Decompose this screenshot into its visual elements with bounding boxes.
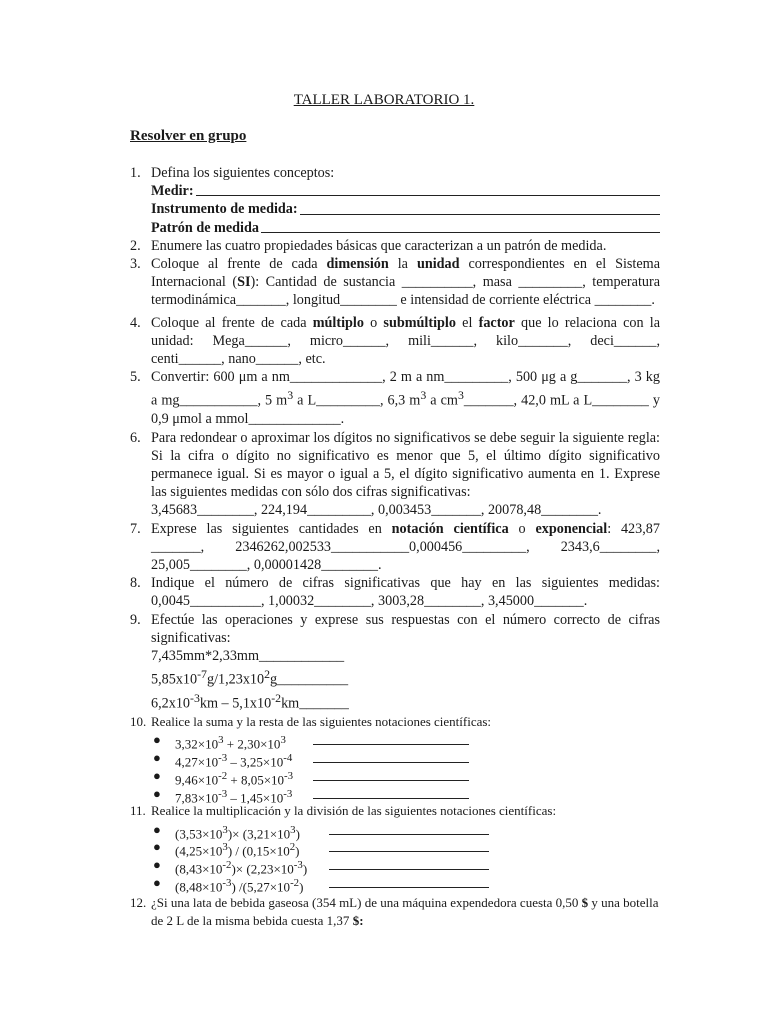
text-run: Exprese las siguientes cantidades en (151, 520, 392, 537)
question-5 (130, 368, 660, 428)
superscript: 2 (264, 667, 271, 682)
text-run: ) (295, 826, 300, 842)
question-number: 4. (130, 314, 141, 331)
superscript: 3 (280, 734, 286, 747)
text-run: o (508, 520, 536, 537)
question-text (151, 368, 660, 428)
bold-term: notación científica (391, 520, 509, 537)
superscript: 2 (289, 841, 296, 854)
page-title: TALLER LABORATORIO 1. (293, 92, 475, 108)
sci-item (151, 874, 660, 895)
bullet-icon: ● (153, 732, 161, 748)
bold-term: SI (237, 274, 251, 291)
superscript: -3 (283, 787, 293, 800)
text-run: ¿Si una lata de bebida gaseosa (354 mL) de una máquina expendedora cuesta 0,50 (151, 894, 582, 910)
text-run: la (388, 256, 417, 273)
bullet-icon: ● (153, 785, 161, 801)
text-run: (8,48×10 (175, 879, 223, 895)
text-run: 9,46×10 (175, 772, 219, 788)
question-text (151, 894, 660, 930)
bullet-icon: ● (153, 821, 161, 837)
operations (151, 647, 660, 713)
bold-term: $ (581, 894, 589, 910)
text-run: Coloque al frente de cada (151, 256, 327, 273)
text-run: ) /(5,27×10 (231, 879, 291, 895)
text-run: 5,85x10 (151, 671, 198, 688)
bullet-icon: ● (153, 767, 161, 783)
question-7 (130, 520, 660, 575)
question-10 (130, 713, 660, 806)
subtitle: Resolver en grupo (130, 128, 247, 144)
question-text: Enumere las cuatro propiedades básicas que caracterizan a un patrón de medida. (151, 237, 607, 254)
sci-item (151, 749, 660, 770)
question-12 (130, 894, 660, 930)
bold-term: múltiplo (312, 314, 364, 331)
answer-line[interactable] (329, 887, 489, 888)
text-run: g__________ (270, 671, 349, 688)
superscript: -3 (218, 787, 228, 800)
text-run: ): Cantidad de sustancia __________, masa _________, temperatura termodinámica_______, longitud________ e intensidad de corriente eléctrica ________. (151, 274, 660, 309)
bullet-icon: ● (153, 875, 161, 891)
term-colon: : (188, 183, 194, 200)
text-run: – 3,25×10 (227, 754, 284, 770)
answer-line[interactable] (329, 834, 489, 835)
term: Instrumento de medida (151, 201, 293, 218)
text-run: (8,43×10 (175, 861, 223, 877)
superscript: -3 (190, 691, 200, 706)
text-run: o (363, 314, 384, 331)
question-list (130, 164, 660, 930)
superscript: -4 (283, 752, 293, 765)
sci-item (151, 821, 660, 842)
bullet-icon: ● (153, 839, 161, 855)
text-run: a L_________, 6,3 m (293, 393, 421, 410)
question-text: Indique el número de cifras significativas que hay en las siguientes medidas: 0,0045__________, 1,00032________, 3003,28________, 3,45000_______. (151, 575, 660, 610)
text-run: ) (299, 879, 304, 895)
question-2 (130, 237, 660, 255)
sci-item (151, 856, 660, 877)
superscript: -2 (290, 877, 300, 890)
term: Medir (151, 183, 189, 200)
superscript: -2 (222, 859, 232, 872)
superscript: -3 (222, 877, 232, 890)
text-run: Coloque al frente de cada (151, 314, 313, 331)
text-run: _______, 42,0 mL a L________ y 0,9 μmol a mmol_____________. (151, 393, 660, 428)
answer-line[interactable] (313, 762, 469, 763)
question-9 (130, 611, 660, 713)
answer-line[interactable] (329, 869, 489, 870)
text-run: : 423,87 _______, 2346262,002533___________0,000456_________, 2343,6________, 25,005________, 0,00001428________. (151, 520, 660, 573)
answer-line[interactable] (313, 780, 469, 781)
text-run: 7,83×10 (175, 790, 219, 806)
question-text: Realice la suma y la resta de las siguientes notaciones científicas: (151, 714, 492, 730)
definition-instrumento (151, 200, 660, 218)
text-run: ) / (0,15×10 (227, 843, 290, 859)
text-run: (3,53×10 (175, 826, 223, 842)
superscript: 3 (420, 388, 427, 403)
question-number: 11. (130, 803, 146, 819)
text-run: ) (302, 861, 308, 877)
text-run: )× (2,23×10 (231, 861, 294, 877)
superscript: -7 (197, 667, 207, 682)
text-run: Convertir: 600 μm a nm_____________, 2 m a nm_________, 500 μg a g_______, 3 kg a mg___________, 5 m (151, 369, 660, 410)
superscript: 3 (290, 823, 296, 836)
superscript: 3 (457, 388, 464, 403)
bullet-icon: ● (153, 750, 161, 766)
answer-line[interactable] (261, 219, 660, 233)
text-run: km – 5,1x10 (199, 695, 272, 712)
question-number: 6. (130, 429, 141, 446)
bold-term: dimensión (326, 256, 389, 273)
superscript: 3 (222, 841, 228, 854)
text-run: km_______ (281, 695, 349, 712)
text-run: 6,2x10 (151, 695, 191, 712)
definition-patron (151, 219, 660, 237)
question-3 (130, 255, 660, 310)
superscript: -2 (218, 769, 228, 782)
sci-item (151, 838, 660, 859)
operation-1: 7,435mm*2,33mm____________ (151, 648, 345, 665)
text-run: 3,32×10 (175, 736, 219, 752)
superscript: -3 (293, 859, 303, 872)
text-run: + 2,30×10 (223, 736, 281, 752)
question-4 (130, 314, 660, 369)
bold-term: factor (478, 314, 515, 331)
term: Patrón de medida (151, 219, 259, 236)
question-number: 1. (130, 165, 141, 181)
superscript: 3 (218, 734, 224, 747)
text-run: correspondientes en el Sistema Internacional ( (151, 256, 660, 291)
superscript: -3 (218, 752, 228, 765)
question-number: 3. (130, 256, 141, 273)
question-number: 9. (130, 611, 141, 628)
question-text: Para redondear o aproximar los dígitos no significativos se debe seguir la siguiente regla: Si la cifra o dígito no significativo es menor que 5, el último dígito significativo permanece igual. Si es mayor o igual a 5, el dígito significativo aumenta en 1. Exprese las siguientes medidas con sólo dos cifras significativas: (151, 429, 660, 501)
question-text: Efectúe las operaciones y exprese sus respuestas con el número correcto de cifras significativas: (151, 611, 660, 646)
question-number: 12. (130, 894, 147, 910)
bold-term: submúltiplo (383, 314, 456, 331)
text-run: – 1,45×10 (227, 790, 284, 806)
superscript: 3 (222, 823, 228, 836)
sci-item (151, 731, 660, 752)
question-8 (130, 574, 660, 610)
superscript: 3 (287, 388, 294, 403)
question-text: Defina los siguientes conceptos: (151, 165, 335, 181)
question-text (151, 314, 660, 369)
question-number: 2. (130, 237, 141, 254)
answer-line[interactable] (329, 851, 489, 852)
measurement-values: 3,45683________, 224,194_________, 0,003453_______, 20078,48________. (151, 502, 602, 519)
operation-2 (151, 665, 660, 689)
answer-line[interactable] (313, 744, 469, 745)
text-run: que lo relaciona con la unidad: Mega______, micro______, mili______, kilo_______, deci______, centi______, nano______, etc. (151, 314, 660, 368)
text-run: + 8,05×10 (227, 772, 285, 788)
term-colon: : (292, 201, 298, 218)
question-number: 8. (130, 575, 141, 592)
bullet-icon: ● (153, 857, 161, 873)
text-run: ) (295, 843, 300, 859)
definition-medir (151, 182, 660, 200)
answer-line[interactable] (313, 798, 469, 799)
question-1 (130, 164, 660, 237)
text-run: a cm (426, 393, 458, 410)
question-number: 5. (130, 369, 141, 386)
text-run: 4,27×10 (175, 754, 219, 770)
question-text (151, 520, 660, 575)
question-text (151, 255, 660, 310)
question-text: Realice la multiplicación y la división de las siguientes notaciones científicas: (151, 803, 557, 819)
question-number: 7. (130, 520, 141, 537)
question-11 (130, 802, 660, 895)
question-6 (130, 429, 660, 520)
answer-line[interactable] (300, 200, 660, 214)
text-run: el (455, 314, 479, 331)
answer-line[interactable] (196, 182, 660, 196)
operation-3 (151, 689, 660, 713)
sci-item (151, 767, 660, 788)
bold-term: exponencial (535, 520, 608, 537)
bold-term: $: (352, 913, 364, 929)
text-run: (4,25×10 (175, 843, 223, 859)
sci-item (151, 785, 660, 806)
question-number: 10. (130, 714, 147, 730)
bold-term: unidad (416, 256, 460, 273)
superscript: -3 (284, 769, 294, 782)
text-run: g/1,23x10 (206, 671, 265, 688)
text-run: )× (3,21×10 (227, 826, 291, 842)
text-run: y una botella de 2 L de la misma bebida cuesta 1,37 (151, 894, 659, 929)
superscript: -2 (271, 691, 282, 706)
